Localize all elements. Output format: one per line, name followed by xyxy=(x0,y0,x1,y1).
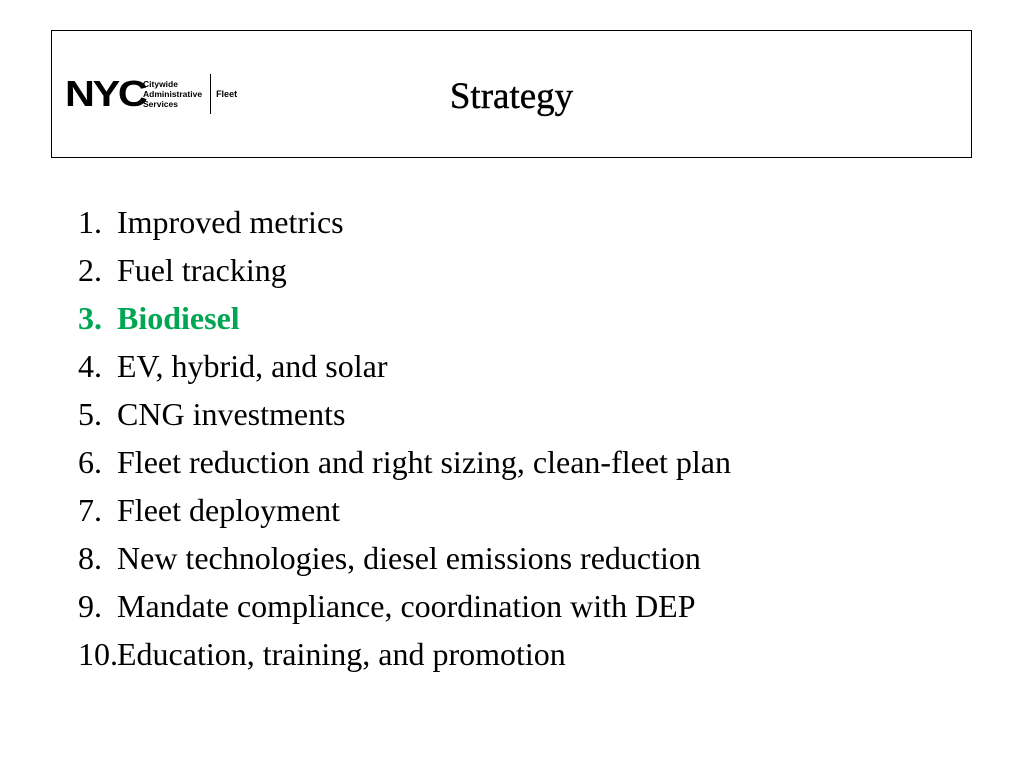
item-number: 3. xyxy=(78,300,102,336)
item-number: 2. xyxy=(78,252,102,288)
strategy-item xyxy=(78,534,731,582)
item-text: Education, training, and promotion xyxy=(117,636,566,672)
item-text: Fleet reduction and right sizing, clean-fleet plan xyxy=(117,444,731,480)
header-box xyxy=(51,30,972,158)
item-text: CNG investments xyxy=(117,396,346,432)
item-text: EV, hybrid, and solar xyxy=(117,348,388,384)
strategy-item xyxy=(78,438,731,486)
item-number: 4. xyxy=(78,348,102,384)
item-number: 10. xyxy=(78,636,118,672)
item-number: 7. xyxy=(78,492,102,528)
strategy-item xyxy=(78,390,731,438)
strategy-item xyxy=(78,342,731,390)
slide-title: Strategy xyxy=(449,76,574,117)
strategy-item xyxy=(78,294,731,342)
item-text: Mandate compliance, coordination with DEP xyxy=(117,588,696,624)
item-number: 9. xyxy=(78,588,102,624)
logo-mark: NYC xyxy=(65,73,146,114)
logo-agency-line: Citywide xyxy=(143,79,178,89)
strategy-item xyxy=(78,246,731,294)
strategy-item xyxy=(78,486,731,534)
item-text: New technologies, diesel emissions reduction xyxy=(117,540,701,576)
logo-agency-line: Administrative xyxy=(143,89,203,99)
item-text: Fuel tracking xyxy=(117,252,287,288)
item-text: Improved metrics xyxy=(117,204,344,240)
strategy-item xyxy=(78,630,731,678)
item-number: 1. xyxy=(78,204,102,240)
logo-agency-line: Services xyxy=(143,99,178,109)
item-number: 5. xyxy=(78,396,102,432)
strategy-item xyxy=(78,582,731,630)
item-number: 8. xyxy=(78,540,102,576)
item-number: 6. xyxy=(78,444,102,480)
strategy-list xyxy=(78,198,731,678)
item-text: Biodiesel xyxy=(117,300,240,336)
strategy-item xyxy=(78,198,731,246)
item-text: Fleet deployment xyxy=(117,492,341,528)
logo-unit-name: Fleet xyxy=(216,89,238,99)
